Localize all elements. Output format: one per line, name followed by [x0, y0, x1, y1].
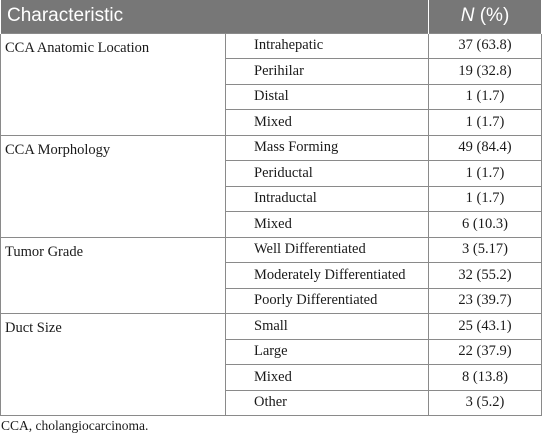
- subcategory-cell: Perihilar: [226, 59, 429, 85]
- value-cell: 1 (1.7): [429, 84, 542, 110]
- value-cell: 6 (10.3): [429, 212, 542, 238]
- table-row: [1, 33, 542, 59]
- value-cell: 3 (5.2): [429, 390, 542, 416]
- subcategory-cell: Moderately Differentiated: [226, 263, 429, 289]
- group-label: Tumor Grade: [1, 237, 226, 314]
- value-cell: 22 (37.9): [429, 339, 542, 365]
- subcategory-cell: Mixed: [226, 110, 429, 136]
- value-cell: 1 (1.7): [429, 161, 542, 187]
- table-row: [1, 135, 542, 161]
- header-row: [1, 0, 542, 33]
- header-characteristic: Characteristic: [1, 0, 429, 33]
- table-row: [1, 314, 542, 340]
- subcategory-cell: Mass Forming: [226, 135, 429, 161]
- table-row: [1, 237, 542, 263]
- subcategory-cell: Mixed: [226, 212, 429, 238]
- value-cell: 49 (84.4): [429, 135, 542, 161]
- subcategory-cell: Distal: [226, 84, 429, 110]
- subcategory-cell: Periductal: [226, 161, 429, 187]
- subcategory-cell: Intraductal: [226, 186, 429, 212]
- header-n-label: N: [460, 5, 475, 27]
- value-cell: 37 (63.8): [429, 33, 542, 59]
- value-cell: 23 (39.7): [429, 288, 542, 314]
- table-header: [1, 0, 542, 33]
- group-label: CCA Morphology: [1, 135, 226, 237]
- value-cell: 19 (32.8): [429, 59, 542, 85]
- subcategory-cell: Intrahepatic: [226, 33, 429, 59]
- subcategory-cell: Small: [226, 314, 429, 340]
- table-footnote: CCA, cholangiocarcinoma.: [1, 418, 149, 433]
- subcategory-cell: Well Differentiated: [226, 237, 429, 263]
- header-pct-label: (%): [474, 5, 510, 27]
- table-body: [1, 33, 542, 416]
- value-cell: 1 (1.7): [429, 186, 542, 212]
- value-cell: 8 (13.8): [429, 365, 542, 391]
- subcategory-cell: Other: [226, 390, 429, 416]
- value-cell: 32 (55.2): [429, 263, 542, 289]
- group-label: CCA Anatomic Location: [1, 33, 226, 135]
- subcategory-cell: Large: [226, 339, 429, 365]
- subcategory-cell: Mixed: [226, 365, 429, 391]
- value-cell: 25 (43.1): [429, 314, 542, 340]
- header-n-percent: [429, 0, 542, 33]
- group-label: Duct Size: [1, 314, 226, 416]
- value-cell: 3 (5.17): [429, 237, 542, 263]
- value-cell: 1 (1.7): [429, 110, 542, 136]
- subcategory-cell: Poorly Differentiated: [226, 288, 429, 314]
